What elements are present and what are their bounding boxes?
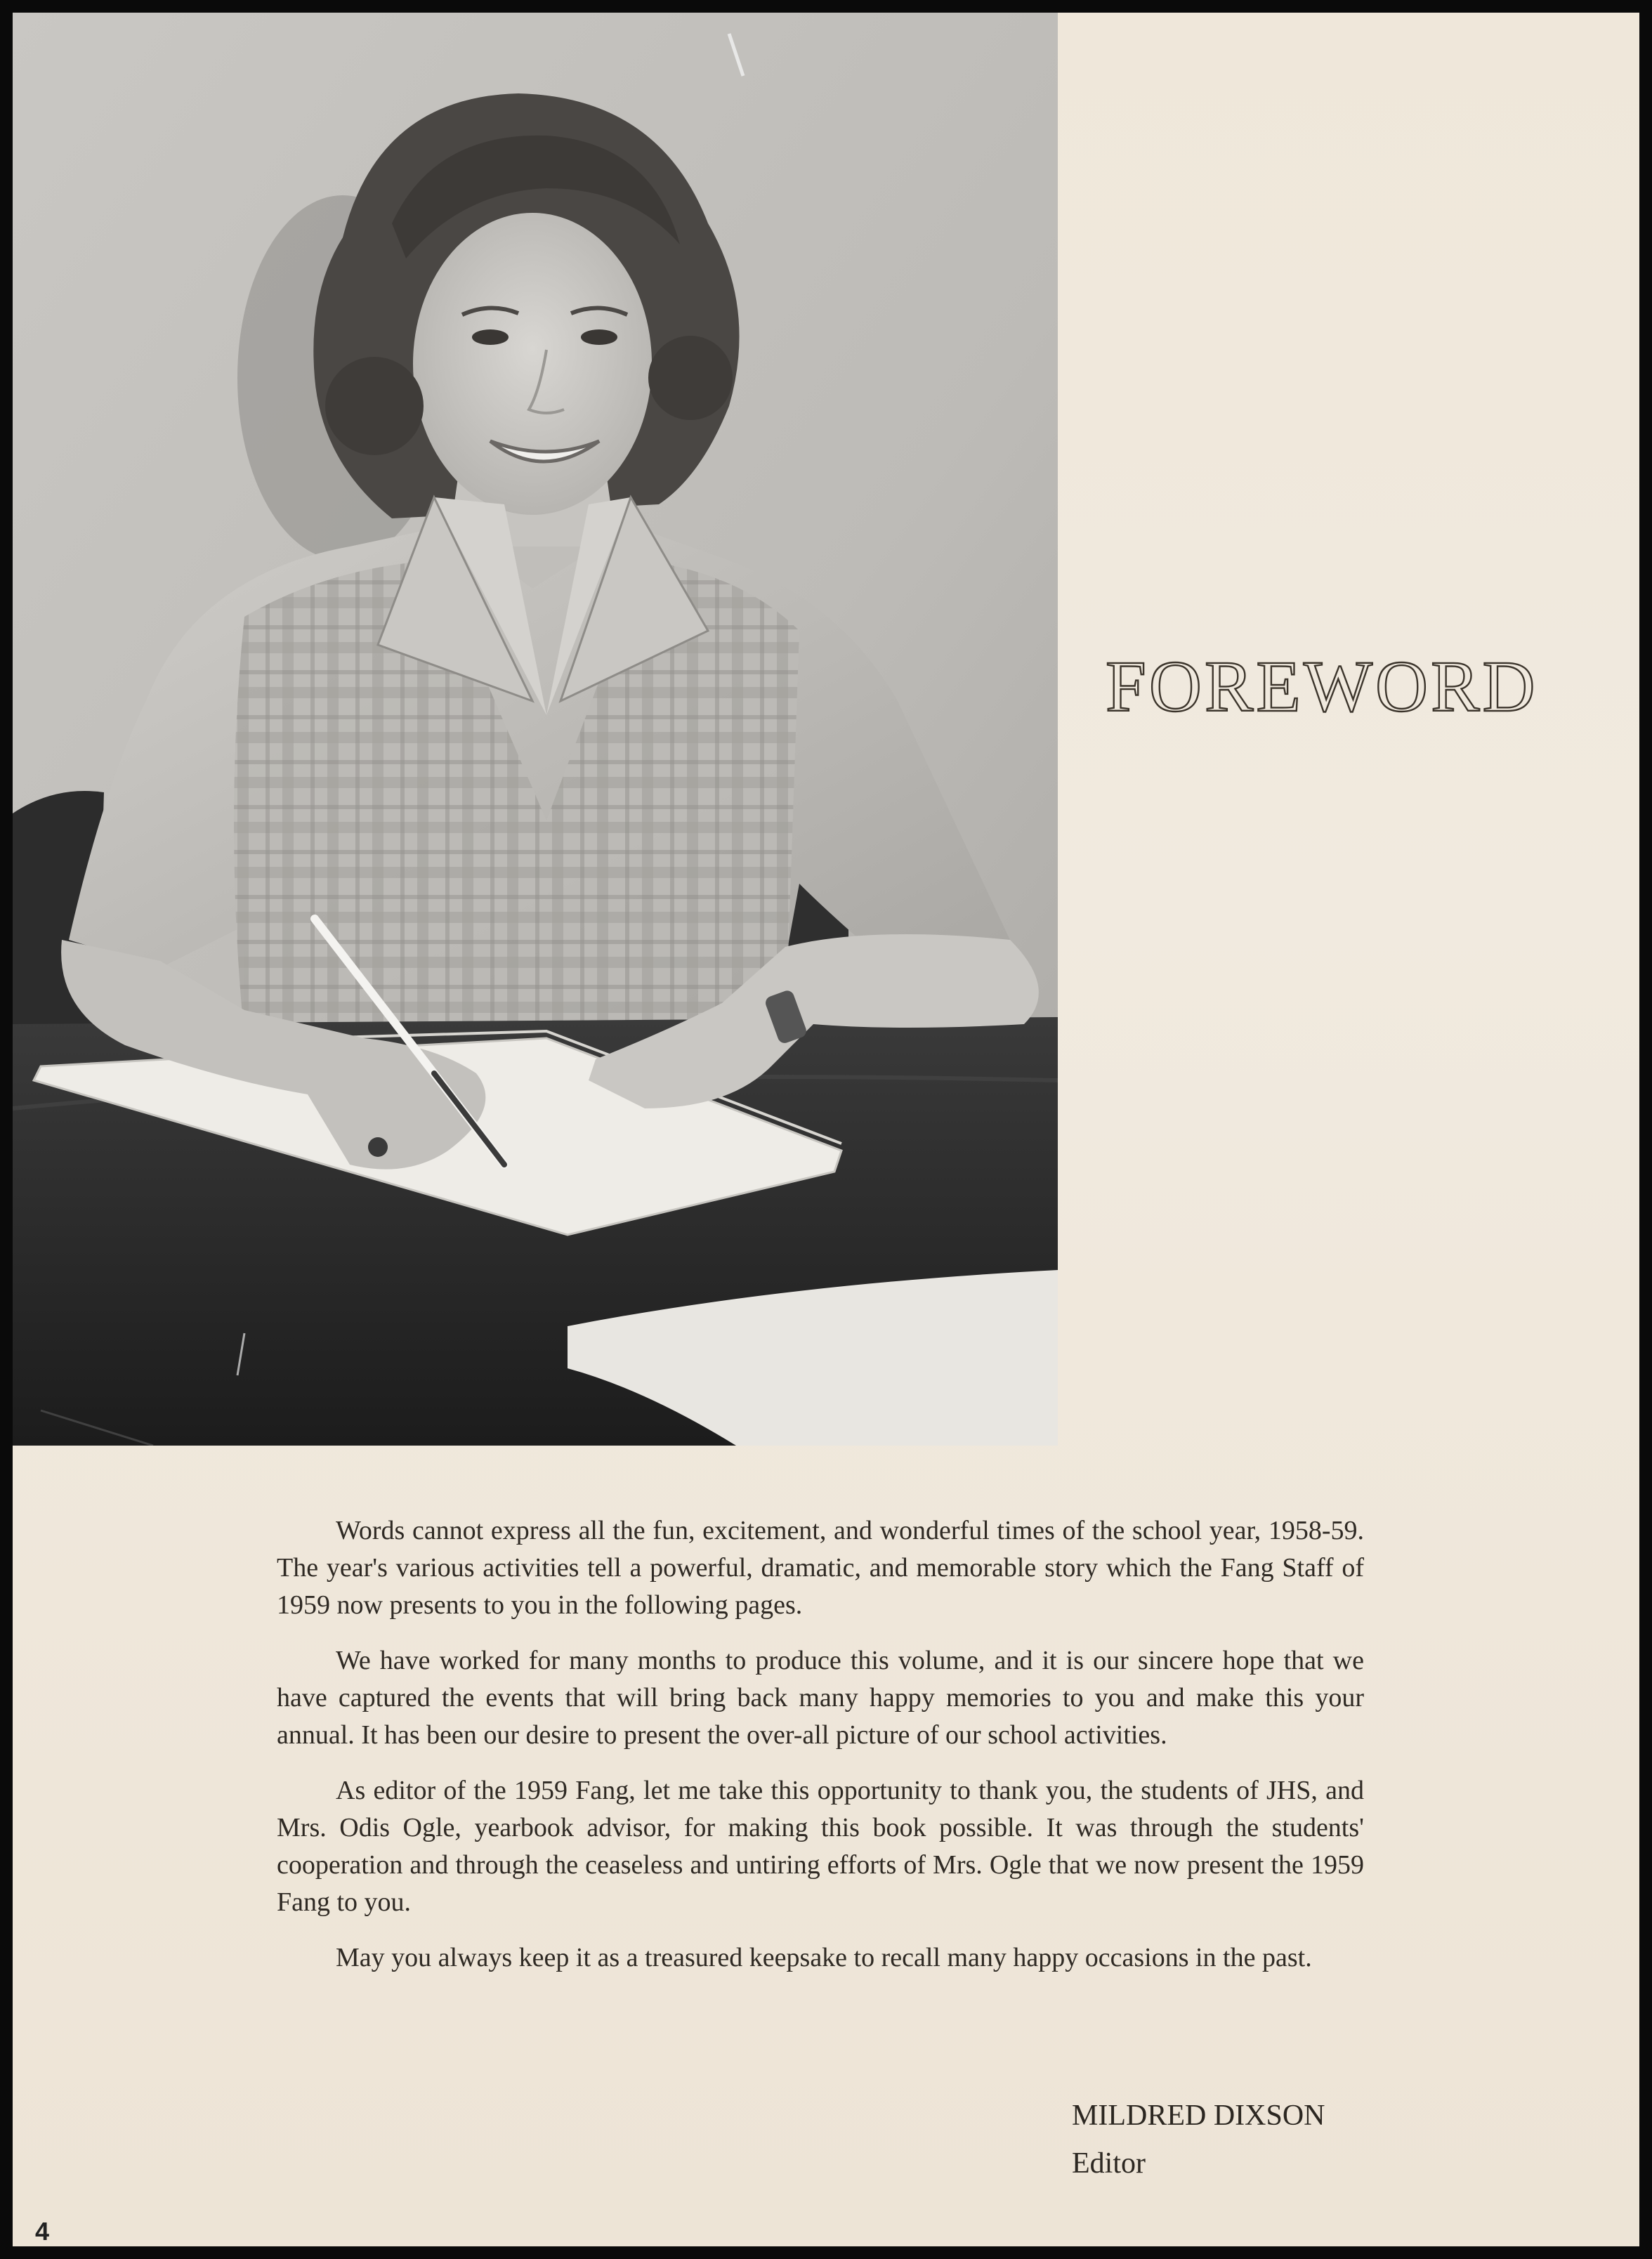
- signature-block: [1072, 2092, 1325, 2187]
- signature-role: Editor: [1072, 2147, 1146, 2180]
- page-title: FOREWORD: [1106, 646, 1538, 727]
- foreword-paragraph: Words cannot express all the fun, excitement, and wonderful times of the school year, 1958-59. The year's various activities tell a powerful, dramatic, and memorable story which the Fang Staff of 1959 now presents to you in the following pages.: [277, 1516, 1364, 1620]
- page-number: 4: [35, 2217, 50, 2246]
- editor-photo: [13, 13, 1058, 1446]
- foreword-paragraph: We have worked for many months to produce this volume, and it is our sincere hope that we have captured the events that will bring back many happy memories to you and make this your annual. It has been our desire to present the over-all picture of our school activities.: [277, 1646, 1364, 1750]
- signature-name: MILDRED DIXSON: [1072, 2100, 1325, 2132]
- foreword-body: [277, 1512, 1364, 1995]
- foreword-paragraph: As editor of the 1959 Fang, let me take this opportunity to thank you, the students of JHS, and Mrs. Odis Ogle, yearbook advisor, for making this book possible. It was through the students' cooperation and through the ceaseless and untiring efforts of Mrs. Ogle that we now present the 1959 Fang to you.: [277, 1776, 1364, 1917]
- yearbook-page: [13, 13, 1639, 2246]
- foreword-paragraph: May you always keep it as a treasured keepsake to recall many happy occasions in the past.: [336, 1943, 1312, 1972]
